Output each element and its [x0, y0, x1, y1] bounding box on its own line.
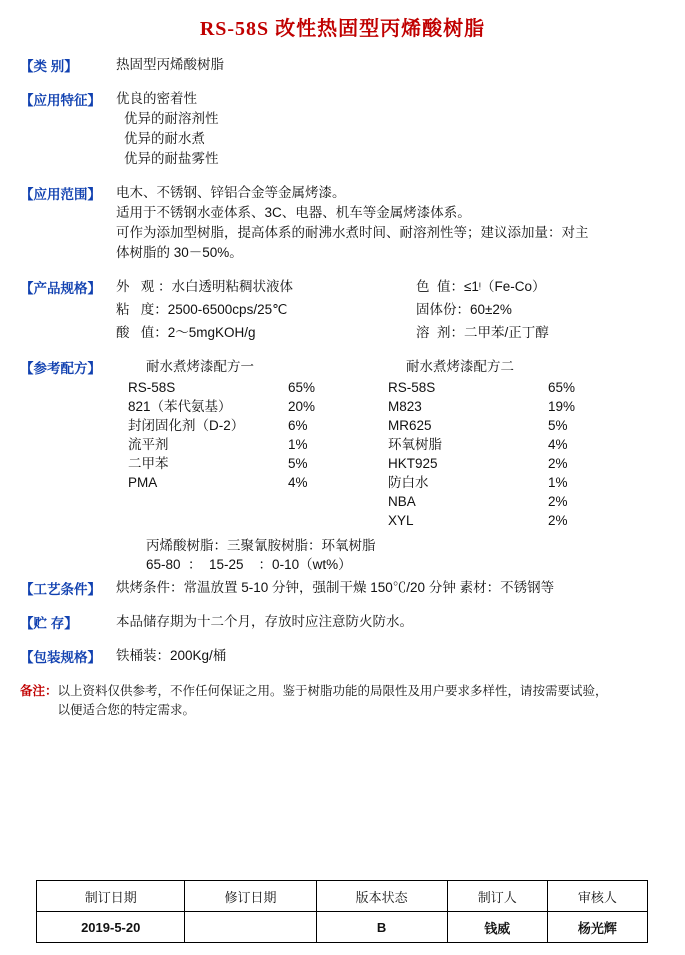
- table-cell-issue-date: 2019-5-20: [37, 912, 185, 943]
- spec-right: 溶 剂：二甲苯/正丁醇: [416, 325, 549, 340]
- section-features: [20, 89, 665, 169]
- formula-row: [116, 454, 376, 473]
- document-page: [0, 12, 685, 955]
- page-title: RS-58S 改性热固型丙烯酸树脂: [199, 18, 486, 40]
- table-header-cell: 制订人: [447, 881, 547, 912]
- formula-percent: 4%: [288, 475, 308, 490]
- section-packaging-label: 【包装规格】: [20, 650, 101, 665]
- formula-row: [376, 378, 636, 397]
- formula-ingredient: 封闭固化剂（D-2）: [128, 418, 245, 433]
- application-line: 适用于不锈钢水壶体系、3C、电器、机车等金属烤漆体系。: [116, 205, 471, 220]
- formula-row: [116, 435, 376, 454]
- formula-percent: 2%: [548, 494, 568, 509]
- formula-ratio-value: 65-80 ： 15-25 ：0-10（wt%）: [146, 557, 352, 572]
- table-header-cell: 制订日期: [37, 881, 185, 912]
- feature-line: 优异的耐水煮: [124, 131, 205, 146]
- formula-row: [376, 492, 636, 511]
- formula-ingredient: PMA: [128, 475, 158, 490]
- formula-percent: 4%: [548, 437, 568, 452]
- section-formula-body: [116, 357, 665, 574]
- formula-ingredient: XYL: [388, 513, 414, 528]
- formula-ingredient: 流平剂: [128, 437, 169, 452]
- formula-percent: 5%: [288, 456, 308, 471]
- formula-column-right: [376, 378, 636, 530]
- formula-ingredient: RS-58S: [388, 380, 436, 395]
- section-applications-label: 【应用范围】: [20, 187, 101, 202]
- feature-line: 优良的密着性: [116, 91, 197, 106]
- formula-ratio-label: 丙烯酸树脂：三聚氰胺树脂：环氧树脂: [146, 538, 376, 553]
- formula-ingredient: 环氧树脂: [388, 437, 442, 452]
- formula-column-left: [116, 378, 376, 530]
- table-header-cell: 版本状态: [316, 881, 447, 912]
- feature-line: 优异的耐溶剂性: [124, 111, 219, 126]
- table-header-cell: 审核人: [547, 881, 647, 912]
- section-formula: [20, 357, 665, 574]
- section-specs-body: [116, 277, 665, 343]
- section-process-label: 【工艺条件】: [20, 582, 101, 597]
- section-note: [20, 682, 665, 720]
- spec-left: 外 观 ：水白透明粘稠状液体: [116, 279, 294, 294]
- formula-percent: 20%: [288, 399, 316, 414]
- section-applications: [20, 183, 665, 263]
- section-storage: [20, 612, 665, 632]
- section-process: [20, 578, 665, 598]
- formula-ingredient: 防白水: [388, 475, 429, 490]
- formula-row: [116, 378, 376, 397]
- table-row-headers: [37, 881, 648, 912]
- note-line: 以上资料仅供参考，不作任何保证之用。鉴于树脂功能的局限性及用户要求多样性，请按需要试验，: [57, 684, 608, 698]
- formula-row: [116, 416, 376, 435]
- section-category: [20, 55, 665, 75]
- table-cell-revision-date: [185, 912, 316, 943]
- formula-percent: 65%: [288, 380, 316, 395]
- formula-ingredient: NBA: [388, 494, 416, 509]
- section-storage-label: 【贮 存】: [20, 616, 78, 631]
- formula-ingredient: 二甲苯: [128, 456, 169, 471]
- formula-head-right: 耐水煮烤漆配方二: [406, 359, 514, 374]
- formula-percent: 5%: [548, 418, 568, 433]
- section-storage-value: 本品储存期为十二个月，存放时应注意防火防水。: [116, 614, 413, 629]
- section-specs-label: 【产品规格】: [20, 281, 101, 296]
- formula-ingredient: RS-58S: [128, 380, 176, 395]
- table-header-cell: 修订日期: [185, 881, 316, 912]
- formula-percent: 2%: [548, 513, 568, 528]
- formula-row: [116, 397, 376, 416]
- table-cell-version-status: B: [316, 912, 447, 943]
- formula-percent: 19%: [548, 399, 576, 414]
- section-formula-label: 【参考配方】: [20, 361, 101, 376]
- formula-percent: 6%: [288, 418, 308, 433]
- formula-row: [376, 454, 636, 473]
- formula-ingredient: HKT925: [388, 456, 438, 471]
- formula-percent: 2%: [548, 456, 568, 471]
- formula-ingredient: MR625: [388, 418, 432, 433]
- note-body: [58, 682, 665, 720]
- formula-ingredient: M823: [388, 399, 422, 414]
- section-packaging: [20, 646, 665, 666]
- note-line: 以便适合您的特定需求。: [57, 703, 196, 717]
- formula-row: [376, 511, 636, 530]
- spec-right: 色 值：≤1ᵎ（Fe-Co）: [416, 279, 546, 294]
- spec-left: 粘 度：2500-6500cps/25℃: [116, 302, 288, 317]
- section-features-body: [116, 89, 665, 169]
- formula-row: [376, 473, 636, 492]
- formula-row: [376, 416, 636, 435]
- note-label: 备注：: [20, 684, 58, 698]
- section-applications-body: [116, 183, 665, 263]
- spec-right: 固体份：60±2%: [416, 302, 512, 317]
- formula-percent: 1%: [288, 437, 308, 452]
- formula-row: [116, 473, 376, 492]
- footer-table: [36, 880, 648, 943]
- application-line: 体树脂的 30－50%。: [116, 245, 243, 260]
- application-line: 可作为添加型树脂，提高体系的耐沸水煮时间、耐溶剂性等；建议添加量：对主: [116, 225, 589, 240]
- section-features-label: 【应用特征】: [20, 93, 101, 108]
- table-cell-reviewer: 杨光辉: [547, 912, 647, 943]
- section-category-label: 【类 别】: [20, 59, 78, 74]
- table-row: [37, 912, 648, 943]
- formula-percent: 1%: [548, 475, 568, 490]
- formula-row: [376, 397, 636, 416]
- formula-head-left: 耐水煮烤漆配方一: [146, 359, 254, 374]
- section-packaging-value: 铁桶装：200Kg/桶: [116, 648, 227, 663]
- application-line: 电木、不锈钢、锌铝合金等金属烤漆。: [116, 185, 346, 200]
- feature-line: 优异的耐盐雾性: [124, 151, 219, 166]
- section-specs: [20, 277, 665, 343]
- section-category-value: 热固型丙烯酸树脂: [116, 57, 224, 72]
- formula-row: [376, 435, 636, 454]
- formula-ingredient: 821（苯代氨基）: [128, 399, 232, 414]
- spec-left: 酸 值：2～5mgKOH/g: [116, 325, 256, 340]
- table-cell-author: 钱威: [447, 912, 547, 943]
- formula-percent: 65%: [548, 380, 576, 395]
- section-process-value: 烘烤条件：常温放置 5-10 分钟，强制干燥 150℃/20 分钟 素材：不锈钢等: [116, 580, 555, 595]
